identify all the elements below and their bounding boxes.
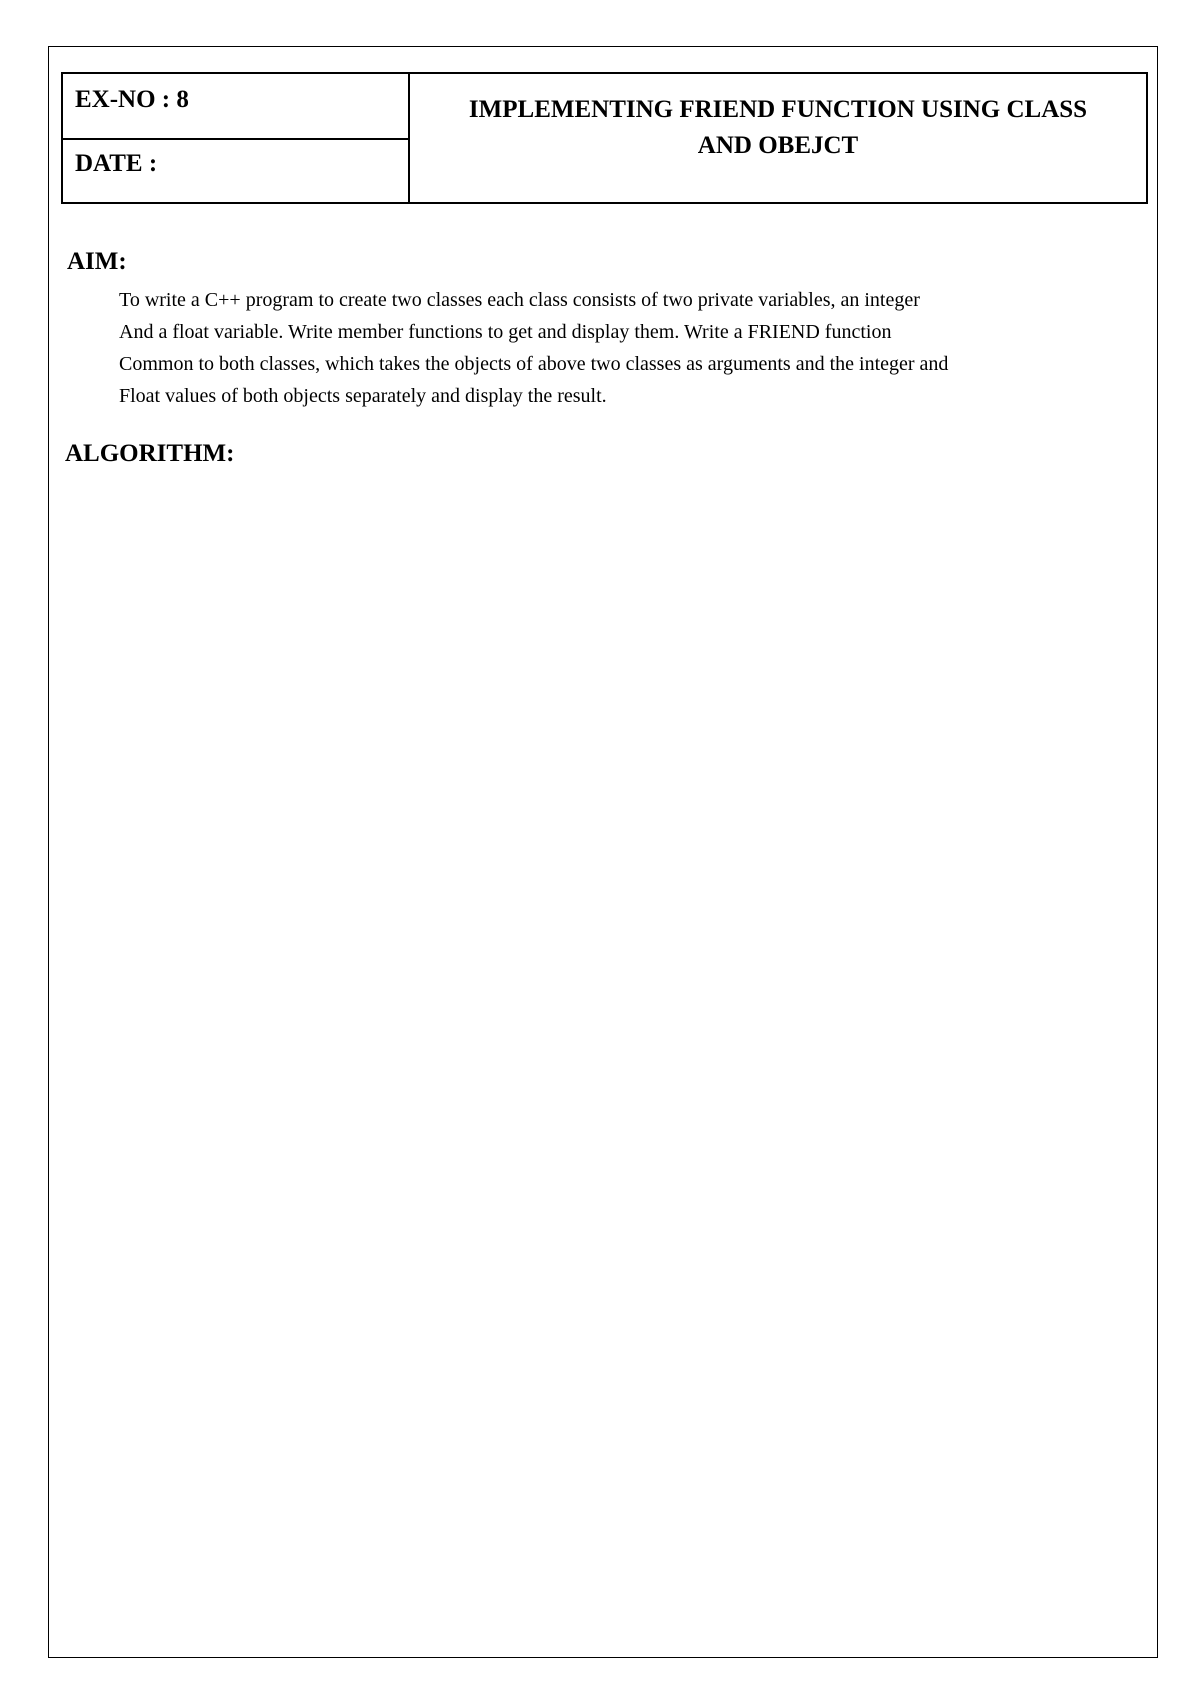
algorithm-heading: ALGORITHM: [65, 440, 235, 467]
aim-line: To write a C++ program to create two classes each class consists of two private variables, an integer [119, 289, 920, 311]
aim-heading: AIM: [67, 248, 127, 275]
exercise-number: EX-NO : 8 [63, 74, 408, 140]
header-title-cell [410, 74, 1146, 202]
aim-body [119, 284, 1159, 412]
date-field: DATE : [75, 150, 158, 177]
aim-line: Common to both classes, which takes the objects of above two classes as arguments and the integer and [119, 353, 949, 375]
header-left-column [63, 74, 410, 202]
page-title [418, 92, 1138, 164]
title-line-1: IMPLEMENTING FRIEND FUNCTION USING CLASS [468, 96, 1088, 123]
aim-line: And a float variable. Write member functions to get and display them. Write a FRIEND function [119, 321, 892, 343]
aim-line: Float values of both objects separately and display the result. [119, 385, 607, 407]
header-table [61, 72, 1148, 204]
title-line-2: AND OBEJCT [697, 132, 859, 159]
